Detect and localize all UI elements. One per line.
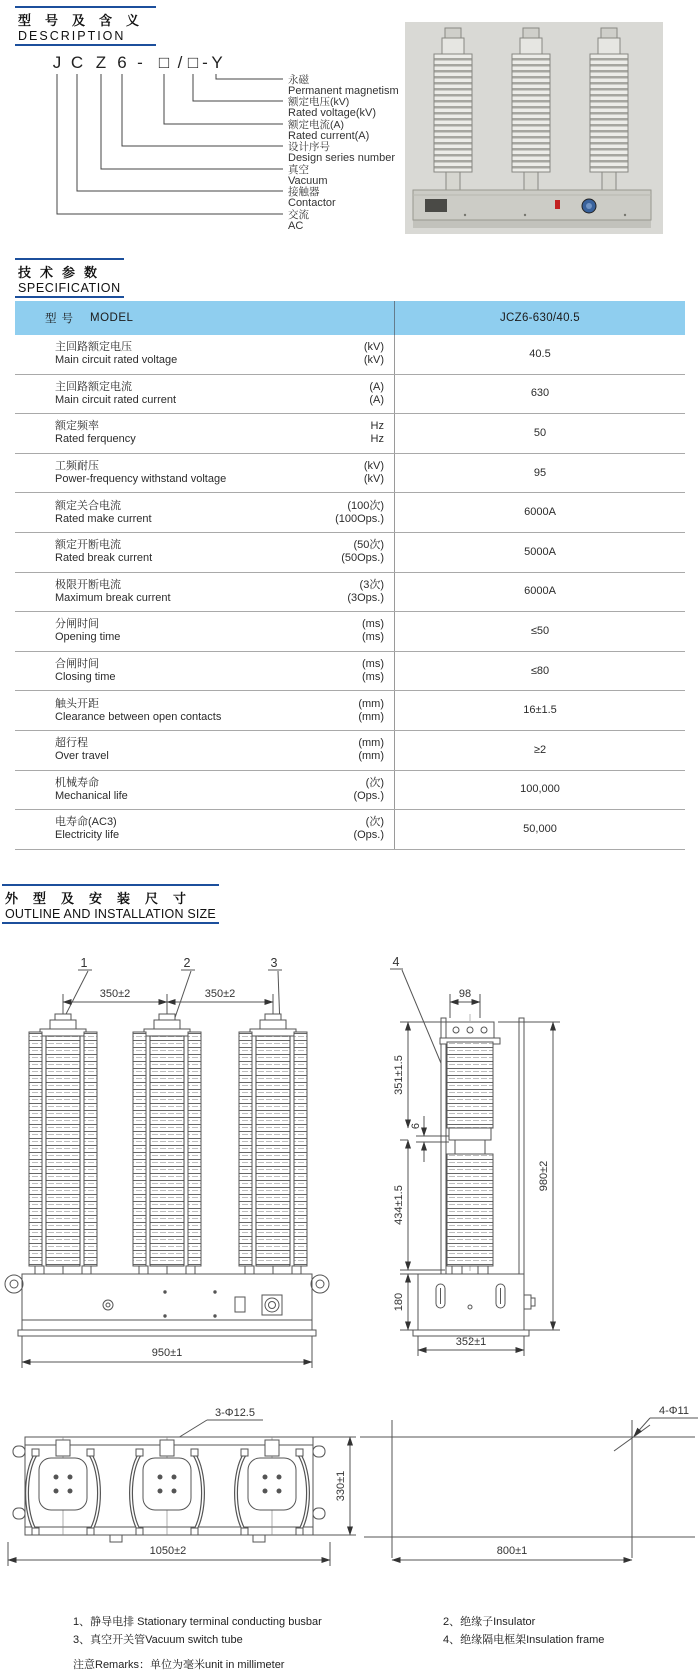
unit-zh: (kV) — [363, 341, 384, 354]
model-code-text — [53, 53, 223, 72]
param-value: 16±1.5 — [523, 704, 557, 717]
param-en: Main circuit rated voltage — [55, 354, 178, 367]
table-row — [15, 771, 685, 811]
unit-en: (ms) — [362, 671, 384, 684]
frame-footprint — [360, 1405, 698, 1560]
param-en: Closing time — [55, 671, 116, 684]
unit-zh: (ms) — [362, 618, 384, 631]
code-label-en: AC — [288, 220, 304, 232]
code-char: C — [70, 53, 84, 72]
code-label-zh: 额定电流(A) — [288, 119, 344, 131]
table-row — [15, 454, 685, 494]
unit-zh: (次) — [365, 816, 384, 829]
param-value: 40.5 — [529, 347, 551, 360]
table-row — [15, 652, 685, 692]
dim-frame-holes: 4-Φ11 — [659, 1405, 689, 1417]
front-view — [5, 956, 329, 1368]
code-char: □ — [187, 53, 199, 72]
dim-mounting-holes-top: 3-Φ12.5 — [215, 1407, 255, 1419]
code-label-zh: 交流 — [288, 209, 309, 221]
param-zh: 极限开断电流 — [55, 578, 121, 591]
param-value: 50 — [533, 426, 547, 439]
code-label-en: Contactor — [288, 197, 336, 209]
unit-en: (kV) — [363, 473, 384, 486]
table-row — [15, 414, 685, 454]
unit-en: (100Ops.) — [335, 512, 384, 525]
param-zh: 超行程 — [55, 737, 88, 750]
code-label-zh: 设计序号 — [288, 141, 330, 153]
code-label-en: Rated current(A) — [288, 130, 370, 142]
dim-pole-spacing-right: 350±2 — [204, 988, 236, 1000]
code-char: - — [202, 53, 208, 72]
side-base — [413, 1274, 535, 1336]
model-label-zh: 型号 — [45, 313, 78, 325]
unit-zh: (50次) — [353, 539, 384, 552]
unit-zh: (mm) — [358, 737, 384, 750]
table-row — [15, 612, 685, 652]
code-label-en: Rated voltage(kV) — [288, 107, 377, 119]
param-value: 95 — [533, 466, 547, 479]
callout-3: 3 — [270, 956, 278, 970]
dim-pole-spacing-left: 350±2 — [99, 988, 131, 1000]
unit-zh: (mm) — [358, 697, 384, 710]
code-char: J — [52, 53, 62, 72]
code-char: Y — [211, 53, 223, 72]
unit-en: (mm) — [358, 710, 384, 723]
photo-red-indicator — [555, 200, 560, 209]
table-row — [15, 493, 685, 533]
unit-zh: (A) — [369, 380, 384, 393]
outline-title-zh: 外型及安装尺寸 — [5, 891, 202, 906]
code-label-en: Vacuum — [288, 175, 328, 187]
code-char: 6 — [117, 53, 127, 72]
description-title-zh: 型号及含义 — [18, 13, 154, 28]
param-en: Rated ferquency — [55, 433, 136, 446]
unit-en: (A) — [369, 393, 384, 406]
dim-base-width: 950±1 — [151, 1347, 183, 1359]
param-zh: 工频耐压 — [55, 460, 99, 473]
param-zh: 主回路额定电压 — [55, 341, 132, 354]
legend-item-3: 3、真空开关管Vacuum switch tube — [73, 1634, 243, 1646]
unit-en: (kV) — [363, 354, 384, 367]
photo-poles — [434, 28, 628, 190]
table-row — [15, 691, 685, 731]
remark-note: 注意Remarks：单位为毫米unit in millimeter — [73, 1659, 285, 1671]
model-code-diagram — [0, 48, 460, 248]
param-value: 6000A — [524, 585, 556, 598]
param-zh: 触头开距 — [55, 697, 99, 710]
outline-title-en: OUTLINE AND INSTALLATION SIZE — [5, 907, 216, 921]
legend-item-2: 2、绝缘子Insulator — [443, 1616, 536, 1628]
param-value: ≤80 — [530, 664, 550, 677]
param-en: Rated make current — [55, 512, 152, 525]
param-value: ≥2 — [533, 743, 547, 756]
callout-2: 2 — [183, 956, 191, 970]
dim-frame-width: 800±1 — [496, 1545, 528, 1557]
param-en: Opening time — [55, 631, 121, 644]
dim-terminal-width: 98 — [458, 988, 472, 1000]
description-title-en: DESCRIPTION — [18, 29, 126, 43]
table-header-row — [15, 301, 685, 335]
table-row — [15, 335, 685, 375]
specification-title-en: SPECIFICATION — [18, 281, 121, 295]
param-zh: 额定开断电流 — [55, 539, 121, 552]
side-column — [420, 1018, 524, 1274]
code-label-en: Permanent magnetism — [288, 85, 399, 97]
code-label-en: Design series number — [288, 152, 395, 164]
param-en: Electricity life — [55, 829, 120, 842]
dim-contact-gap: 6 — [410, 1122, 422, 1130]
dim-lower-height: 434±1.5 — [393, 1185, 405, 1225]
param-en: Main circuit rated current — [55, 393, 177, 406]
table-row — [15, 533, 685, 573]
unit-en: (Ops.) — [353, 829, 384, 842]
specification-section-header — [15, 258, 124, 298]
unit-zh: (100次) — [347, 499, 384, 512]
dim-upper-height: 351±1.5 — [393, 1055, 405, 1095]
code-char: / — [177, 53, 183, 72]
legend-item-4: 4、绝缘隔电框架Insulation frame — [443, 1634, 605, 1646]
param-en: Clearance between open contacts — [55, 710, 222, 723]
param-zh: 主回路额定电流 — [55, 380, 132, 393]
param-zh: 机械寿命 — [55, 776, 99, 789]
dim-top-view-depth: 330±1 — [335, 1470, 347, 1502]
model-code-labels — [288, 73, 399, 232]
model-code-leader-lines — [57, 74, 283, 214]
legend-item-1: 1、静导电排 Stationary terminal conducting busbar — [73, 1616, 322, 1628]
code-char: □ — [158, 53, 170, 72]
specification-title-zh: 技术参数 — [18, 265, 107, 280]
table-row — [15, 375, 685, 415]
top-view — [8, 1407, 356, 1566]
param-zh: 合闸时间 — [55, 658, 99, 671]
param-zh: 额定关合电流 — [55, 499, 121, 512]
code-label-zh: 接触器 — [288, 186, 320, 198]
model-label-en: MODEL — [90, 312, 134, 324]
param-zh: 电寿命(AC3) — [55, 816, 117, 829]
dim-total-height: 980±2 — [538, 1160, 550, 1192]
description-section-header — [15, 6, 156, 46]
param-value: 6000A — [524, 506, 556, 519]
front-base — [5, 1274, 329, 1336]
code-label-zh: 额定电压(kV) — [288, 96, 350, 108]
param-zh: 额定频率 — [55, 420, 99, 433]
outline-section-header — [2, 884, 219, 924]
param-value: 630 — [530, 387, 550, 400]
model-value: JCZ6-630/40.5 — [500, 312, 580, 324]
code-label-zh: 真空 — [288, 164, 309, 176]
unit-zh: (3次) — [359, 578, 384, 591]
unit-zh: Hz — [370, 420, 384, 433]
table-row — [15, 810, 685, 850]
dim-base-depth: 352±1 — [455, 1336, 487, 1348]
photo-base — [413, 190, 651, 220]
param-value: 50,000 — [523, 822, 557, 835]
unit-en: (Ops.) — [353, 789, 384, 802]
unit-zh: (次) — [365, 776, 384, 789]
code-label-zh: 永磁 — [288, 74, 309, 86]
code-char: - — [137, 53, 143, 72]
param-en: Mechanical life — [55, 789, 128, 802]
param-value: 100,000 — [520, 783, 560, 796]
product-photo — [405, 22, 663, 234]
unit-zh: (ms) — [362, 658, 384, 671]
param-en: Power-frequency withstand voltage — [55, 473, 227, 486]
unit-en: (3Ops.) — [347, 591, 384, 604]
param-en: Rated break current — [55, 552, 153, 565]
param-value: ≤50 — [530, 624, 550, 637]
param-value: 5000A — [524, 545, 556, 558]
unit-en: (ms) — [362, 631, 384, 644]
outline-drawings — [0, 920, 700, 1600]
callout-1: 1 — [80, 956, 88, 970]
unit-en: (mm) — [358, 750, 384, 763]
param-en: Maximum break current — [55, 591, 171, 604]
table-row — [15, 731, 685, 771]
param-zh: 分闸时间 — [55, 618, 99, 631]
callout-4: 4 — [392, 955, 400, 969]
specification-table — [15, 301, 685, 850]
table-row — [15, 573, 685, 613]
unit-zh: (kV) — [363, 460, 384, 473]
dim-top-view-width: 1050±2 — [149, 1545, 187, 1557]
unit-en: Hz — [370, 433, 384, 446]
side-view — [390, 955, 560, 1356]
code-char: Z — [95, 53, 107, 72]
unit-en: (50Ops.) — [341, 552, 384, 565]
dim-base-height: 180 — [393, 1292, 405, 1312]
param-en: Over travel — [55, 750, 109, 763]
